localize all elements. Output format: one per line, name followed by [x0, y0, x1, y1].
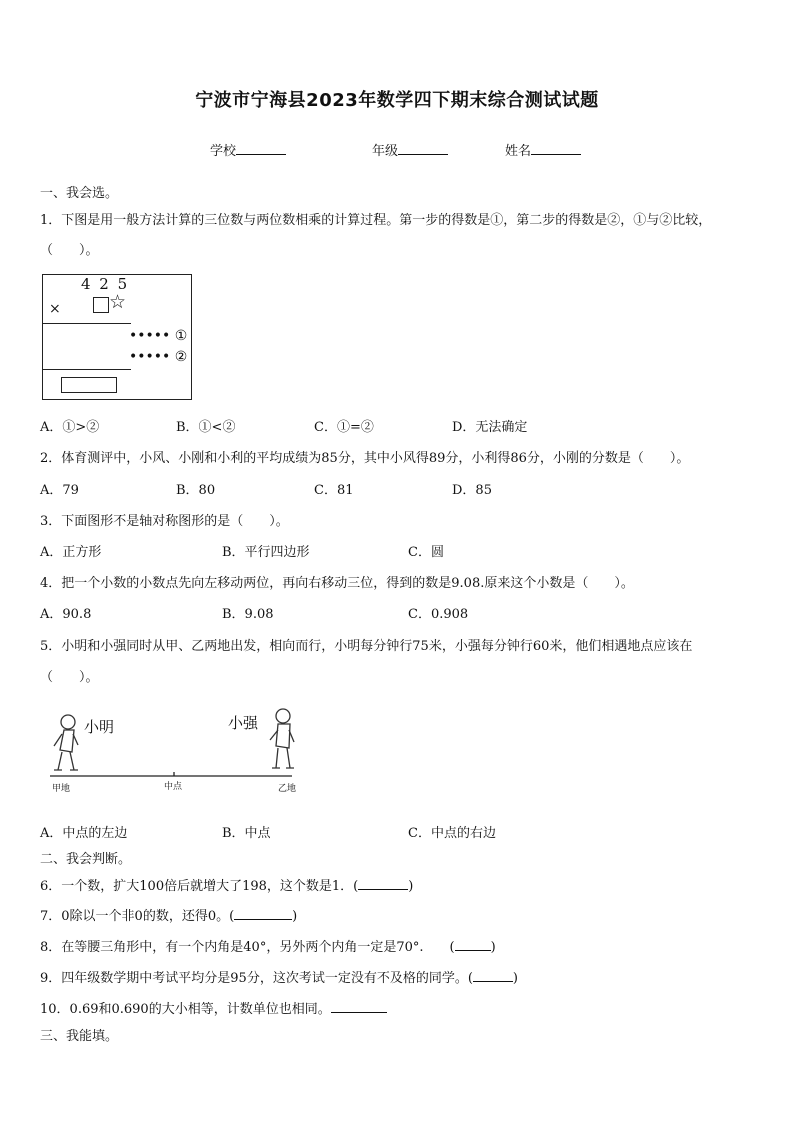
q7-item — [40, 905, 297, 924]
q10-answer-blank[interactable] — [331, 1000, 387, 1013]
q6-text: 6．一个数，扩大100倍后就增大了198，这个数是1．( — [40, 879, 359, 894]
midpoint-label: 中点 — [164, 782, 183, 792]
q1-text: 1．下图是用一般方法计算的三位数与两位数相乘的计算过程。第一步的得数是①，第二步的得数是②，①与②比较， — [40, 213, 712, 228]
q9-answer-blank[interactable] — [473, 969, 513, 982]
q3-option-b[interactable]: B．平行四边形 — [222, 545, 310, 560]
name-label: 姓名 — [505, 144, 532, 159]
q8-answer-blank[interactable] — [455, 938, 491, 951]
q1-text-2: （ ）。 — [40, 243, 99, 258]
q8-text: 8．在等腰三角形中，有一个内角是40°，另外两个内角一定是70°. ( — [40, 940, 455, 955]
q1-option-d[interactable]: D．无法确定 — [452, 420, 528, 435]
section2-heading: 二、我会判断。 — [40, 852, 132, 867]
left-person-name: 小明 — [84, 718, 115, 736]
right-person-name: 小强 — [228, 714, 259, 732]
q3-text: 3．下面图形不是轴对称图形的是（ ）。 — [40, 514, 289, 529]
q8-item — [40, 936, 496, 955]
q6-answer-blank[interactable] — [358, 877, 408, 890]
right-place-label: 乙地 — [278, 784, 297, 794]
q8-close: ) — [490, 940, 496, 955]
q5-text: 5．小明和小强同时从甲、乙两地出发，相向而行，小明每分钟行75米，小强每分钟行60米，他们相遇地点应该在 — [40, 639, 693, 654]
q6-close: ) — [408, 879, 414, 894]
q1-star-icon: ☆ — [109, 291, 127, 313]
page-title: 宁波市宁海县2023年数学四下期末综合测试试题 — [195, 90, 599, 111]
q7-answer-blank[interactable] — [234, 907, 292, 920]
q2-text: 2．体育测评中，小风、小刚和小利的平均成绩为85分，其中小风得89分，小利得86分，小刚的分数是（ ）。 — [40, 451, 690, 466]
q6-item — [40, 875, 413, 894]
q3-option-c[interactable]: C．圆 — [408, 545, 444, 560]
name-field — [505, 140, 581, 159]
q7-text: 7．0除以一个非0的数，还得0。( — [40, 909, 235, 924]
school-label: 学校 — [210, 144, 237, 159]
q4-option-b[interactable]: B．9.08 — [222, 607, 274, 622]
grade-label: 年级 — [372, 144, 399, 159]
q2-option-b[interactable]: B．80 — [176, 483, 216, 498]
school-field — [210, 140, 286, 159]
q1-rule-1 — [43, 323, 131, 324]
q5-text-2: （ ）。 — [40, 670, 99, 685]
q1-rule-2 — [43, 369, 131, 370]
q9-text: 9．四年级数学期中考试平均分是95分，这次考试一定没有不及格的同学。( — [40, 971, 473, 986]
q9-item — [40, 967, 518, 986]
q2-option-d[interactable]: D．85 — [452, 483, 492, 498]
q1-result-box — [61, 377, 117, 393]
q4-option-c[interactable]: C．0.908 — [408, 607, 469, 622]
q5-option-a[interactable]: A．中点的左边 — [40, 826, 128, 841]
q5-figure — [40, 700, 310, 800]
q10-item — [40, 998, 387, 1017]
q5-option-b[interactable]: B．中点 — [222, 826, 271, 841]
q1-step2-label: ••••• ② — [129, 349, 188, 365]
school-blank — [236, 142, 286, 155]
q1-figure — [42, 274, 192, 400]
q1-times-sign: × — [49, 301, 61, 317]
q1-option-b[interactable]: B．①<② — [176, 420, 236, 435]
section1-heading: 一、我会选。 — [40, 186, 119, 201]
right-person-icon — [270, 709, 294, 768]
grade-blank — [398, 142, 448, 155]
grade-field — [372, 140, 448, 159]
left-person-icon — [54, 715, 78, 770]
q7-close: ) — [292, 909, 298, 924]
q10-text: 10．0.69和0.690的大小相等，计数单位也相同。 — [40, 1002, 331, 1017]
q1-option-c[interactable]: C．①=② — [314, 420, 374, 435]
left-place-label: 甲地 — [52, 784, 71, 794]
q4-text: 4．把一个小数的小数点先向左移动两位，再向右移动三位，得到的数是9.08.原来这个小数是（ ）。 — [40, 576, 634, 591]
section3-heading: 三、我能填。 — [40, 1029, 119, 1044]
q2-option-c[interactable]: C．81 — [314, 483, 354, 498]
q5-option-c[interactable]: C．中点的右边 — [408, 826, 496, 841]
q1-square-icon — [93, 297, 109, 313]
q1-option-a[interactable]: A．①>② — [40, 420, 100, 435]
q4-option-a[interactable]: A．90.8 — [40, 607, 92, 622]
q2-option-a[interactable]: A．79 — [40, 483, 79, 498]
name-blank — [531, 142, 581, 155]
q1-step1-label: ••••• ① — [129, 328, 188, 344]
q3-option-a[interactable]: A．正方形 — [40, 545, 102, 560]
q1-multiplicand: 4 2 5 — [81, 275, 130, 293]
q9-close: ) — [512, 971, 518, 986]
